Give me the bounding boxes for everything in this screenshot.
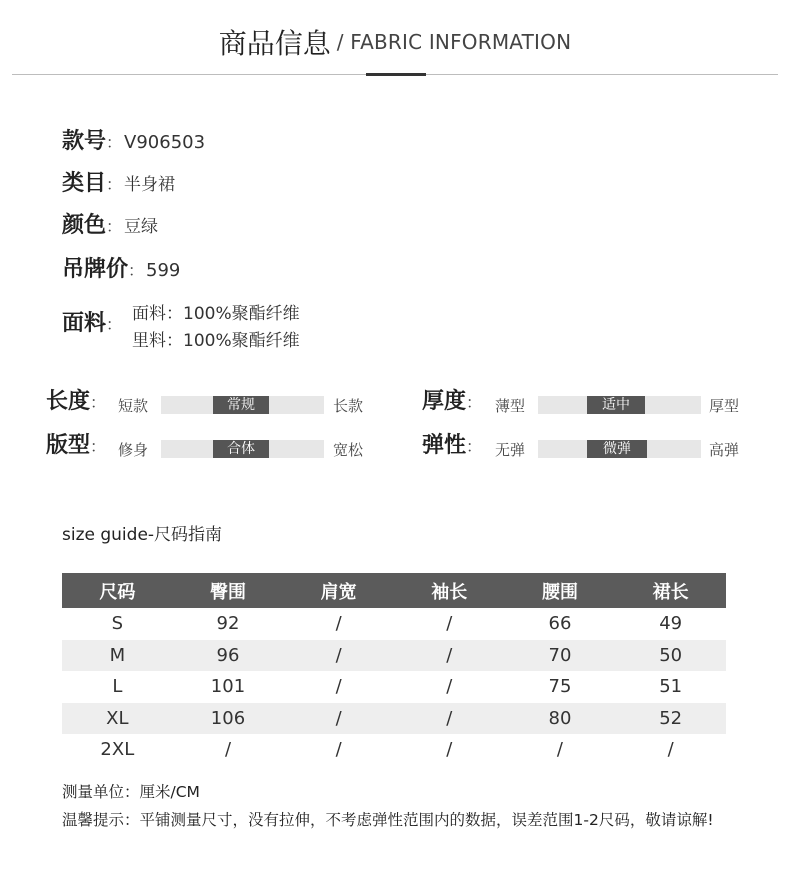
table-cell: 70	[505, 640, 616, 672]
table-cell: 51	[659, 676, 683, 698]
table-cell: 92	[216, 613, 240, 635]
scale-length-max: 长款	[333, 397, 364, 415]
fabric-label: 面料	[62, 311, 107, 336]
table-cell: 52	[615, 703, 726, 735]
info-category: 类目： 半身裙	[62, 171, 176, 196]
info-fabric: 面料：	[62, 311, 123, 336]
table-cell: /	[556, 739, 563, 761]
table-cell: /	[335, 739, 342, 761]
category-value: 半身裙	[124, 175, 176, 195]
table-cell: XL	[62, 703, 173, 735]
scale-thickness-min: 薄型	[495, 397, 526, 415]
scale-fit-min: 修身	[118, 441, 149, 459]
col-shoulder: 肩宽	[283, 573, 394, 608]
scale-fit: 版型： 修身 合体 宽松	[46, 433, 364, 459]
table-cell: 66	[548, 613, 572, 635]
fabric-lining-line: 里料：100%聚酯纤维	[132, 331, 300, 351]
fabric-outer-line: 面料：100%聚酯纤维	[132, 304, 300, 324]
table-cell: /	[283, 703, 394, 735]
table-cell: 80	[505, 703, 616, 735]
scale-length-label: 长度	[46, 389, 91, 414]
size-guide-title: size guide-尺码指南	[62, 525, 223, 545]
col-waist: 腰围	[505, 573, 616, 608]
table-cell: /	[394, 640, 505, 672]
style-no-label: 款号	[62, 129, 107, 154]
table-row	[62, 703, 726, 735]
scale-length-marker: 常规	[213, 396, 269, 414]
price-value: 599	[146, 260, 181, 281]
table-cell: 96	[173, 640, 284, 672]
info-style-no: 款号： V906503	[62, 129, 206, 154]
unit-note: 测量单位：厘米/CM	[62, 783, 200, 801]
scale-elasticity-marker: 微弹	[587, 440, 647, 458]
size-table-header	[62, 573, 726, 608]
table-cell: 2XL	[100, 739, 135, 761]
table-cell: /	[283, 640, 394, 672]
table-cell: 106	[173, 703, 284, 735]
price-label: 吊牌价	[62, 257, 129, 282]
scale-length-min: 短款	[118, 397, 149, 415]
col-skirt-length: 裙长	[615, 573, 726, 608]
table-cell: 49	[659, 613, 683, 635]
table-cell: S	[111, 613, 124, 635]
table-cell: /	[446, 613, 453, 635]
table-cell: 75	[548, 676, 572, 698]
color-value: 豆绿	[124, 217, 159, 237]
measurement-tip: 温馨提示：平铺测量尺寸，没有拉伸，不考虑弹性范围内的数据，误差范围1-2尺码，敬请谅解!	[62, 811, 714, 829]
section-title-en: / FABRIC INFORMATION	[336, 30, 572, 54]
scale-thickness-bar	[538, 396, 701, 414]
scale-elasticity-min: 无弹	[495, 441, 526, 459]
color-label: 颜色	[62, 213, 107, 238]
col-hip: 臀围	[173, 573, 284, 608]
table-cell: /	[394, 703, 505, 735]
table-row	[62, 734, 726, 766]
scale-fit-max: 宽松	[333, 441, 364, 459]
section-title-cn: 商品信息	[218, 27, 331, 60]
scale-length: 长度： 短款 常规 长款	[46, 389, 364, 415]
scale-elasticity-label: 弹性	[422, 433, 467, 458]
col-sleeve: 袖长	[394, 573, 505, 608]
table-cell: /	[335, 613, 342, 635]
header-divider-accent	[366, 73, 426, 76]
col-size: 尺码	[62, 573, 173, 608]
table-cell: /	[335, 676, 342, 698]
info-color: 颜色： 豆绿	[62, 213, 159, 238]
scale-thickness: 厚度： 薄型 适中 厚型	[422, 389, 740, 415]
table-row	[62, 608, 726, 640]
table-cell: /	[224, 739, 232, 761]
table-cell: /	[446, 676, 453, 698]
scale-thickness-marker: 适中	[587, 396, 645, 414]
table-cell: M	[62, 640, 173, 672]
scale-fit-label: 版型	[46, 433, 91, 458]
scale-elasticity-max: 高弹	[709, 441, 740, 459]
scale-thickness-max: 厚型	[709, 397, 740, 415]
table-cell: 50	[615, 640, 726, 672]
table-cell: /	[446, 739, 453, 761]
size-table	[62, 573, 726, 766]
table-cell: 101	[210, 676, 246, 698]
category-label: 类目	[62, 171, 107, 196]
table-row	[62, 671, 726, 703]
table-row	[62, 640, 726, 672]
fabric-details	[132, 302, 300, 356]
scale-elasticity: 弹性： 无弹 微弹 高弹	[422, 433, 740, 459]
scale-elasticity-bar	[538, 440, 701, 458]
info-price: 吊牌价： 599	[62, 257, 181, 282]
scale-fit-marker: 合体	[213, 440, 269, 458]
table-cell: /	[667, 739, 674, 761]
style-no-value: V906503	[124, 132, 206, 153]
table-cell: L	[112, 676, 123, 698]
scale-thickness-label: 厚度	[422, 389, 467, 414]
section-header	[0, 22, 790, 62]
